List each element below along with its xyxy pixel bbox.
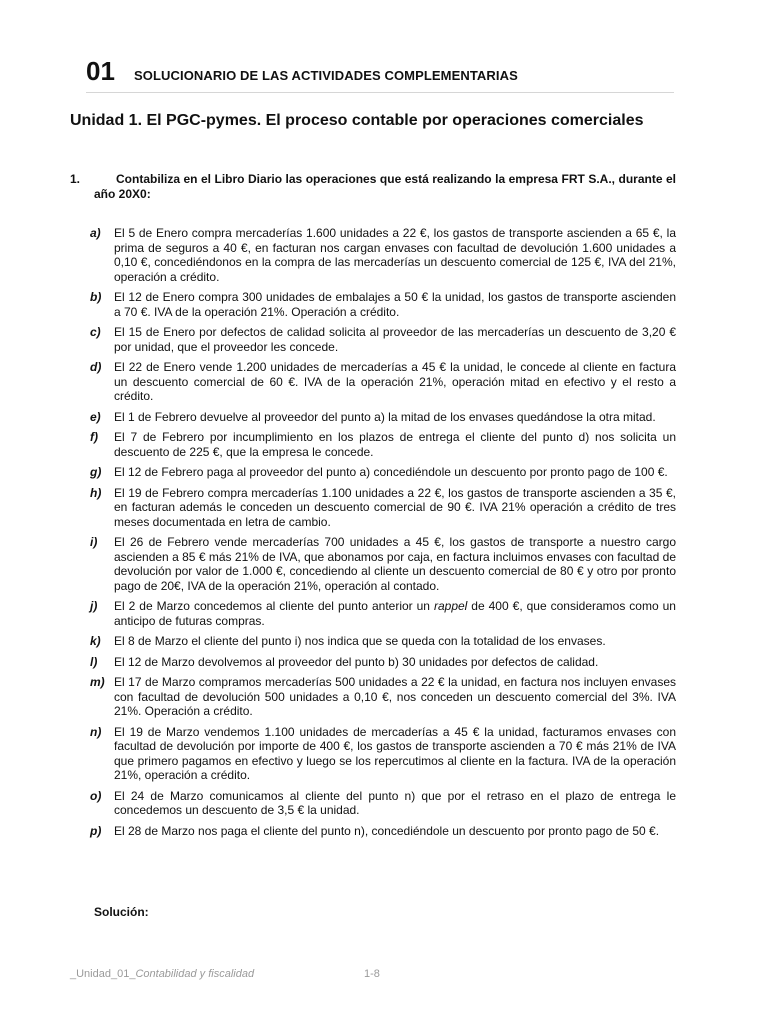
item-letter: a) [90,226,101,240]
list-item [90,725,676,783]
item-text: El 12 de Marzo devolvemos al proveedor del punto b) 30 unidades por defectos de calidad. [114,654,599,669]
page-header [86,56,674,93]
list-item [90,824,676,839]
list-item [90,655,676,670]
item-text: El 17 de Marzo compramos mercaderías 500 unidades a 22 € la unidad, en factura nos incluyen envases con facultad de devolución 500 unidades a 0,10 €, nos conceden un descuento comercial del 3%. IVA 21%. Operación a crédito. [114,675,676,718]
item-letter: b) [90,290,102,304]
item-text: El 19 de Marzo vendemos 1.100 unidades de mercaderías a 45 € la unidad, facturamos envases con facultad de devolución por importe de 400 €, los gastos de transporte ascienden a 70 € más 21% de IVA que primero pagamos en efectivo y luego se los repercutimos al cliente en la factura. IVA de la operación 21%, operación a crédito. [114,724,676,782]
item-text-before: El 2 de Marzo concedemos al cliente del punto anterior un [114,599,434,613]
item-letter: k) [90,634,101,648]
item-text: El 24 de Marzo comunicamos al cliente del punto n) que por el retraso en el plazo de entrega le concedemos un descuento de 3,5 € la unidad. [114,788,676,817]
operations-list [90,226,676,844]
item-letter: l) [90,654,98,669]
item-text [114,599,676,628]
solution-label: Solución: [94,905,149,919]
list-item [90,535,676,593]
unit-title: Unidad 1. El PGC-pymes. El proceso contable por operaciones comerciales [70,112,644,129]
list-item [90,789,676,818]
item-letter: d) [90,360,102,374]
page-footer [70,968,390,980]
item-letter: j) [90,599,98,613]
item-letter: n) [90,724,102,739]
list-item [90,465,676,480]
item-text: El 5 de Enero compra mercaderías 1.600 unidades a 22 €, los gastos de transporte ascienden a 65 €, la prima de seguros a 40 €, en facturan nos cargan envases con facultad de devolución 1.600 unidades a 0,10 €, concediéndonos en la compra de las mercaderías un descuento comercial de 125 €, IVA del 21%, operación a crédito. [114,226,676,284]
item-text: El 28 de Marzo nos paga el cliente del punto n), concediéndole un descuento por pronto pago de 50 €. [114,823,660,838]
item-text: El 26 de Febrero vende mercaderías 700 unidades a 45 €, los gastos de transporte a nuestro cargo ascienden a 85 € más 21% de IVA, que abonamos por caja, en factura incluimos envases con facultad de devolución por valor de 1.000 €, concediendo al cliente un descuento comercial de 80 € y otro por pronto pago de 20€, IVA de la operación 21%, operación al contado. [114,535,676,593]
list-item [90,325,676,354]
list-item [90,226,676,284]
item-text: El 12 de Febrero paga al proveedor del punto a) concediéndole un descuento por pronto pago de 100 €. [114,465,668,479]
item-text: El 15 de Enero por defectos de calidad solicita al proveedor de las mercaderías un descuento de 3,20 € por unidad, que el proveedor les concede. [114,325,676,354]
list-item [90,360,676,404]
list-item [90,599,676,628]
exercise-statement [70,172,676,202]
item-letter: p) [90,823,102,838]
exercise-number: 1. [70,172,81,186]
rappel-term: rappel [433,599,468,613]
item-text: El 7 de Febrero por incumplimiento en los plazos de entrega el cliente del punto d) nos solicita un descuento de 225 €, que la empresa le concede. [114,430,676,459]
item-letter: f) [90,430,98,444]
footer-subject: Contabilidad y fiscalidad [135,968,255,980]
item-letter: g) [90,465,102,479]
item-letter: o) [90,788,102,803]
item-text: El 19 de Febrero compra mercaderías 1.100 unidades a 22 €, los gastos de transporte ascienden a 35 €, en facturan además le conceden un descuento comercial de 90 €. IVA 21% operación a crédito de tres meses documentada en letra de cambio. [114,485,676,529]
item-text: El 1 de Febrero devuelve al proveedor del punto a) la mitad de los envases quedándose la otra mitad. [114,409,656,424]
list-item [90,410,676,425]
list-item [90,290,676,319]
item-letter: h) [90,485,102,500]
chapter-number: 01 [86,56,115,86]
item-letter: e) [90,409,101,424]
list-item [90,675,676,719]
item-letter: i) [90,535,98,549]
list-item [90,634,676,649]
item-text-after: de 400 €, que consideramos como un anticipo de futuras compras. [114,599,676,628]
item-letter: m) [90,675,105,689]
item-letter: c) [90,325,101,339]
chapter-title: SOLUCIONARIO DE LAS ACTIVIDADES COMPLEMENTARIAS [134,68,518,83]
item-text: El 8 de Marzo el cliente del punto i) nos indica que se queda con la totalidad de los envases. [114,634,606,648]
exercise-text: Contabiliza en el Libro Diario las operaciones que está realizando la empresa FRT S.A., durante el año 20X0: [94,172,676,201]
list-item [90,486,676,530]
page-number: 1-8 [364,968,380,980]
footer-unit: _Unidad_01_ [70,968,136,980]
list-item [90,430,676,459]
item-text: El 22 de Enero vende 1.200 unidades de mercaderías a 45 € la unidad, le concede al cliente en factura un descuento comercial de 60 €. IVA de la operación 21%, operación mitad en efectivo y el resto a crédito. [114,360,676,403]
item-text: El 12 de Enero compra 300 unidades de embalajes a 50 € la unidad, los gastos de transporte ascienden a 70 €. IVA de la operación 21%. Operación a crédito. [114,290,676,319]
